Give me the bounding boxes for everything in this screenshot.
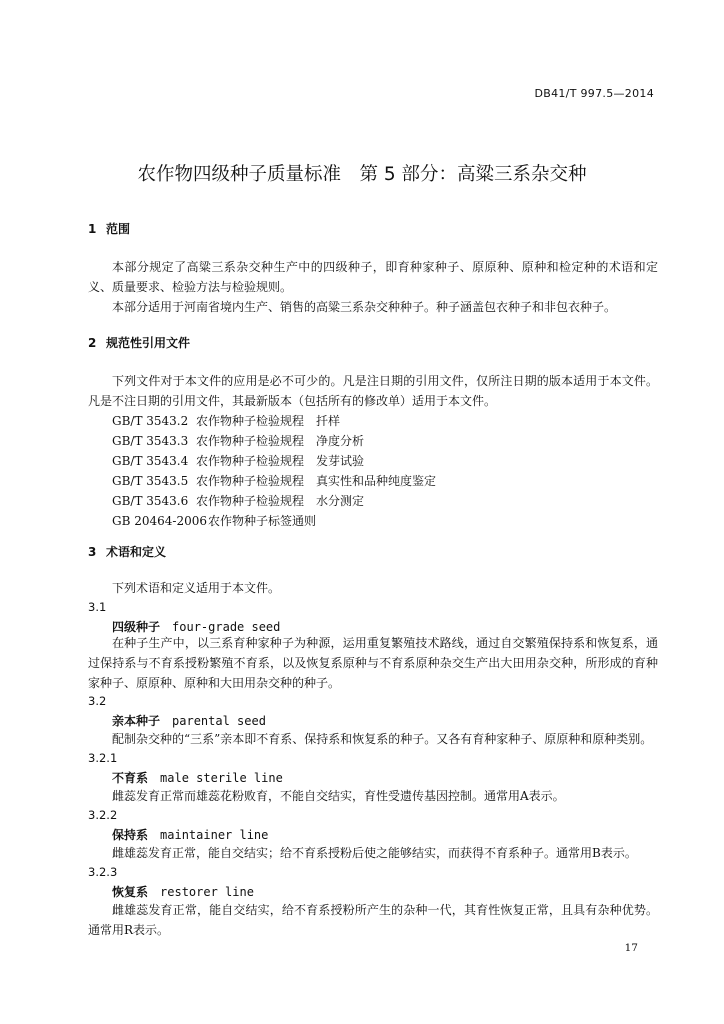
reference-item [88, 491, 658, 511]
paragraph: 下列文件对于本文件的应用是必不可少的。凡是注日期的引用文件，仅所注日期的版本适用于本文件。凡是不注日期的引用文件，其最新版本（包括所有的修改单）适用于本文件。 [88, 374, 658, 408]
section-3-intro [88, 578, 658, 598]
section-2-body [88, 371, 658, 531]
definition-text: 在种子生产中，以三系育种家种子为种源，运用重复繁殖技术路线，通过自交繁殖保持系和恢复系，通过保持系与不育系授粉繁殖不育系，以及恢复系原种与不育系原种杂交生产出大田用杂交种，所形成的育种家种子、原原种、原种和大田用杂交种的种子。 [88, 636, 658, 690]
term-zh: 恢复系 [112, 885, 149, 899]
reference-code: GB/T 3543.4 [112, 454, 189, 468]
reference-name: 农作物种子检验规程 净度分析 [196, 434, 365, 448]
term-zh: 保持系 [112, 828, 149, 842]
reference-name: 农作物种子检验规程 发芽试验 [196, 454, 365, 468]
reference-list [88, 411, 658, 531]
term-definition [88, 633, 658, 693]
reference-item [88, 431, 658, 451]
paragraph: 下列术语和定义适用于本文件。 [112, 581, 281, 595]
section-title: 规范性引用文件 [106, 336, 191, 350]
term-definition [88, 843, 658, 863]
reference-name: 农作物种子检验规程 扦样 [196, 414, 341, 428]
page-number: 17 [624, 942, 638, 954]
section-1-heading [88, 220, 130, 237]
term-name [112, 769, 283, 786]
document-title: 农作物四级种子质量标准 第 5 部分：高粱三系杂交种 [137, 164, 587, 185]
term-definition [88, 900, 658, 940]
term-en: maintainer line [160, 828, 269, 842]
paragraph: 本部分规定了高粱三系杂交种生产中的四级种子，即育种家种子、原原种、原种和检定种的术语和定义、质量要求、检验方法与检验规则。 [88, 260, 658, 294]
term-zh: 亲本种子 [112, 714, 161, 728]
definition-text: 雌雄蕊发育正常，能自交结实；给不育系授粉后使之能够结实，而获得不育系种子。通常用B表示。 [112, 846, 637, 860]
reference-code: GB/T 3543.5 [112, 474, 189, 488]
reference-code: GB/T 3543.6 [112, 494, 189, 508]
paragraph: 本部分适用于河南省境内生产、销售的高粱三系杂交种种子。种子涵盖包衣种子和非包衣种子。 [112, 300, 617, 314]
reference-name: 农作物种子标签通则 [208, 514, 317, 528]
reference-item [88, 471, 658, 491]
term-name [112, 712, 266, 729]
section-2-heading [88, 334, 190, 351]
section-1-body [88, 257, 658, 317]
definition-text: 配制杂交种的“三系”亲本即不育系、保持系和恢复系的种子。又各有育种家种子、原原种和原种类别。 [112, 732, 653, 746]
section-title: 范围 [106, 222, 131, 236]
reference-code: GB/T 3543.3 [112, 434, 189, 448]
document-code: DB41/T 997.5—2014 [534, 87, 654, 100]
term-en: restorer line [160, 885, 254, 899]
term-en: four-grade seed [172, 620, 281, 634]
reference-item [88, 411, 658, 431]
reference-code: GB 20464-2006 [112, 514, 207, 528]
section-number: 2 [88, 336, 97, 350]
term-zh: 四级种子 [112, 620, 161, 634]
definition-text: 雌雄蕊发育正常，能自交结实，给不育系授粉所产生的杂种一代，其育性恢复正常，且具有杂种优势。通常用R表示。 [88, 903, 658, 937]
term-en: parental seed [172, 714, 266, 728]
section-title: 术语和定义 [106, 545, 167, 559]
term-zh: 不育系 [112, 771, 149, 785]
term-number: 3.2.1 [88, 751, 118, 765]
section-number: 1 [88, 222, 97, 236]
term-number: 3.1 [88, 600, 107, 614]
term-definition [88, 786, 658, 806]
reference-item [88, 451, 658, 471]
section-number: 3 [88, 545, 97, 559]
term-en: male sterile line [160, 771, 283, 785]
reference-name: 农作物种子检验规程 真实性和品种纯度鉴定 [196, 474, 437, 488]
reference-name: 农作物种子检验规程 水分测定 [196, 494, 365, 508]
term-name [112, 826, 268, 843]
definition-text: 雌蕊发育正常而雄蕊花粉败育，不能自交结实，育性受遗传基因控制。通常用A表示。 [112, 789, 565, 803]
term-number: 3.2 [88, 694, 107, 708]
section-3-heading [88, 543, 166, 560]
term-number: 3.2.2 [88, 808, 118, 822]
term-number: 3.2.3 [88, 865, 118, 879]
reference-item [88, 511, 658, 531]
term-definition [88, 729, 658, 749]
term-name [112, 883, 254, 900]
reference-code: GB/T 3543.2 [112, 414, 189, 428]
